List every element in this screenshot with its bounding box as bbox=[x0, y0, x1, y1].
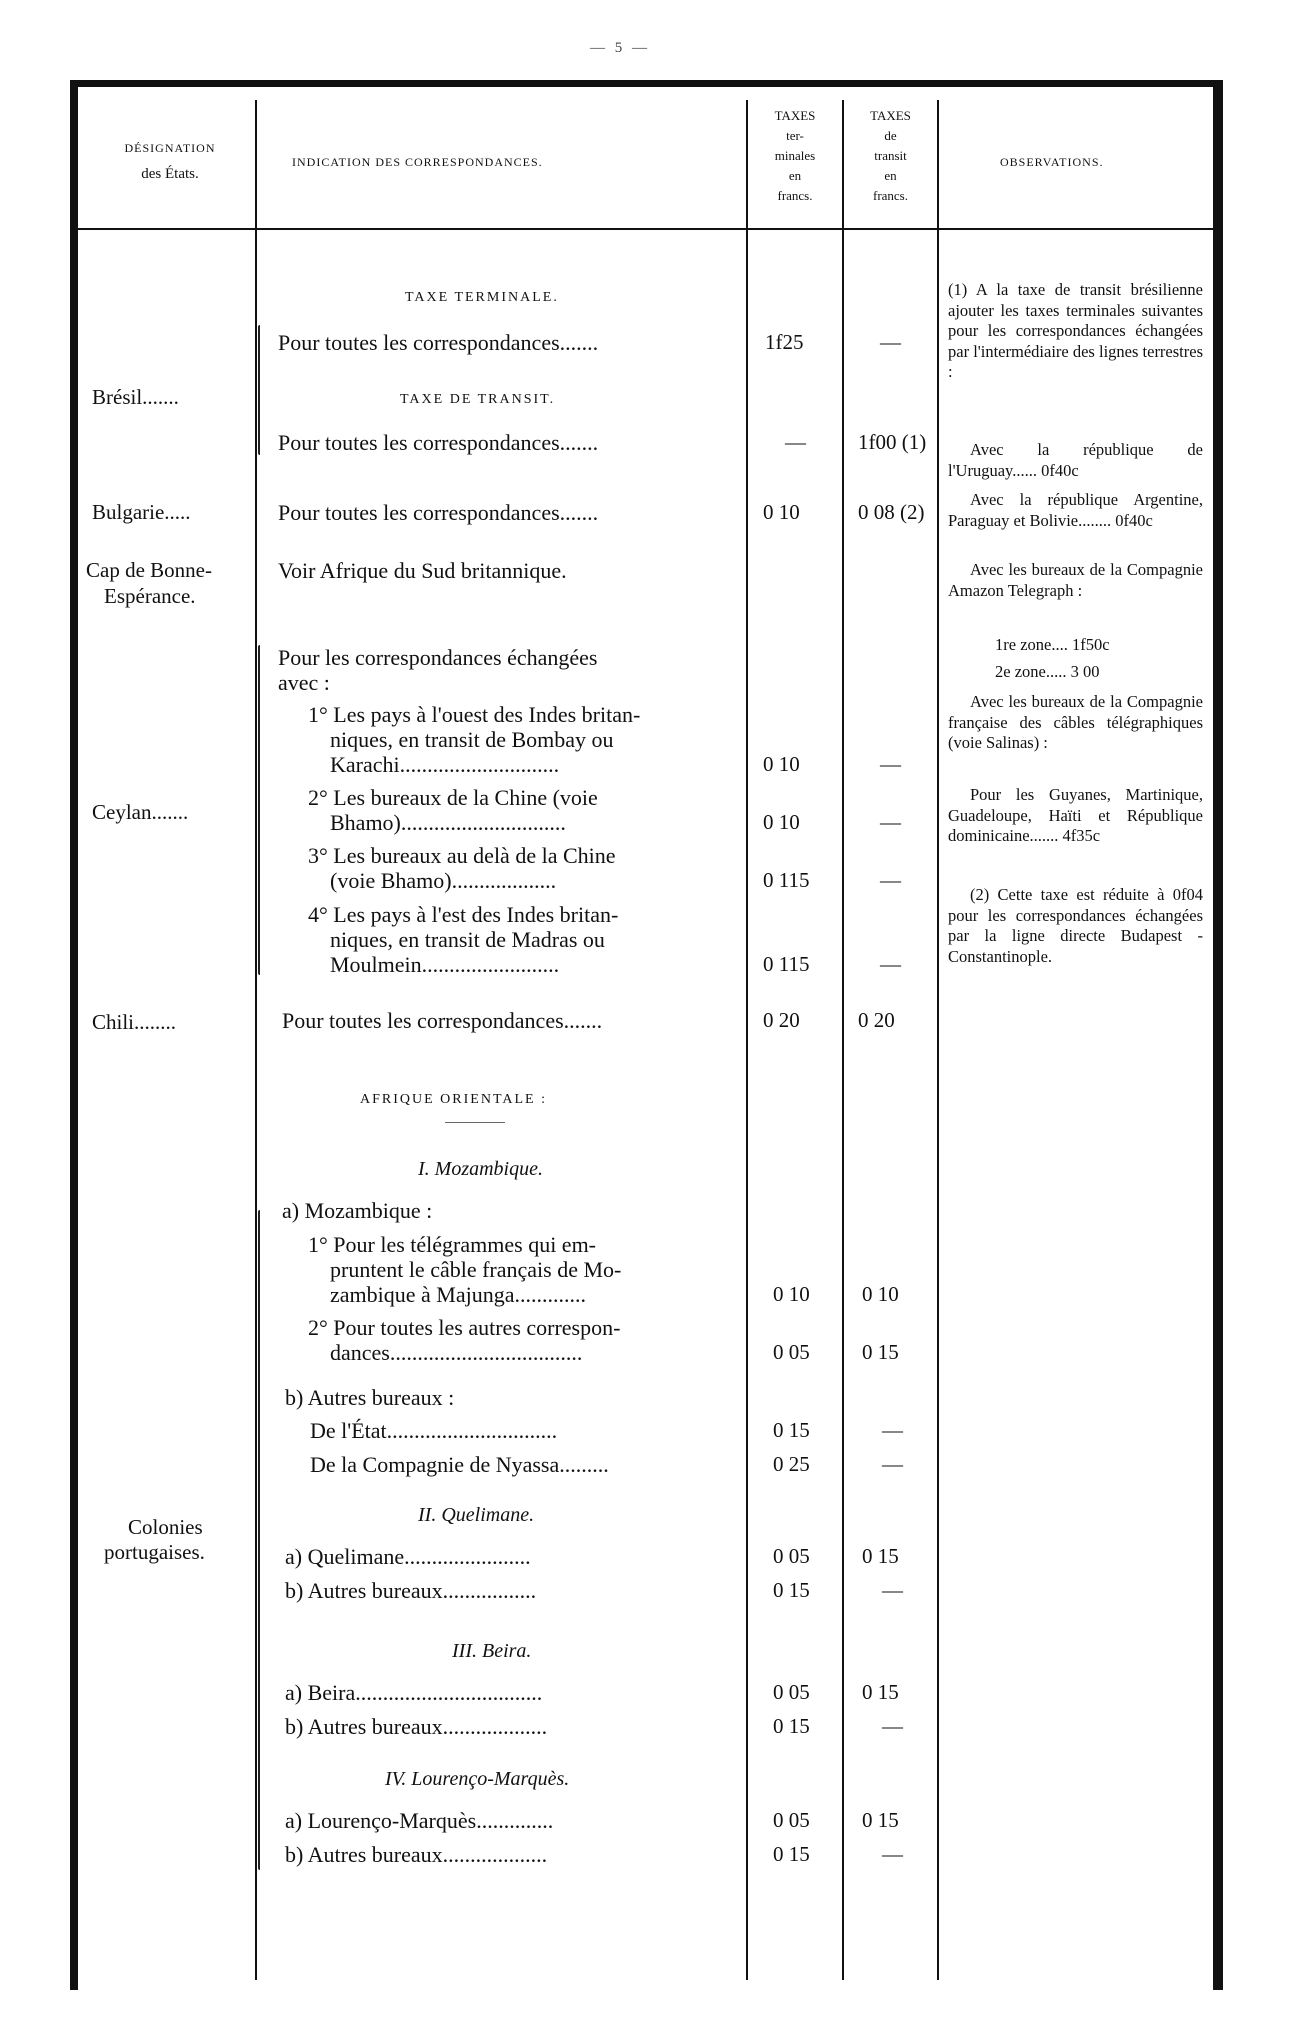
state-cap-2: Espérance. bbox=[104, 584, 196, 608]
moz-a2-line1: 2° Pour toutes les autres correspon- bbox=[308, 1315, 621, 1340]
lm-b-terminal: 0 15 bbox=[773, 1842, 810, 1866]
moz-a1-transit: 0 10 bbox=[862, 1282, 899, 1306]
ceylan-intro-1: Pour les correspondances échangées bbox=[278, 645, 598, 670]
beira-b-transit: — bbox=[882, 1714, 903, 1738]
ceylan-4-terminal: 0 115 bbox=[763, 952, 810, 976]
queli-b-transit: — bbox=[882, 1578, 903, 1602]
col-divider-1 bbox=[255, 100, 257, 1980]
beira-a-transit: 0 15 bbox=[862, 1680, 899, 1704]
ceylan-1-line2: niques, en transit de Bombay ou bbox=[330, 727, 614, 752]
page-number: — 5 — bbox=[590, 40, 650, 56]
moz-etat-terminal: 0 15 bbox=[773, 1418, 810, 1442]
ceylan-3-line1: 3° Les bureaux au delà de la Chine bbox=[308, 843, 616, 868]
header-taxes-terminales: TAXES ter- minales en francs. bbox=[774, 108, 816, 203]
state-colonies-2: portugaises. bbox=[104, 1540, 205, 1564]
ceylan-3-line2: (voie Bhamo)................... bbox=[330, 868, 557, 893]
afrique-underline bbox=[445, 1122, 505, 1123]
ceylan-4-line1: 4° Les pays à l'est des Indes britan- bbox=[308, 902, 619, 927]
moz-a2-transit: 0 15 bbox=[862, 1340, 899, 1364]
bresil-transit-value: 1f00 (1) bbox=[858, 430, 927, 454]
table-left-rule bbox=[70, 80, 78, 1990]
bulgarie-terminal: 0 10 bbox=[763, 500, 800, 524]
title-quelimane: II. Quelimane. bbox=[418, 1504, 535, 1526]
ceylan-3-transit: — bbox=[880, 868, 901, 892]
bresil-terminal-value: 1f25 bbox=[765, 330, 804, 354]
row-quelimane-a: a) Quelimane....................... bbox=[285, 1544, 531, 1569]
ceylan-2-transit: — bbox=[880, 810, 901, 834]
state-bulgarie: Bulgarie..... bbox=[92, 500, 191, 524]
header-designation: DÉSIGNATION des États. bbox=[124, 141, 216, 182]
bresil-transit-terminal: — bbox=[785, 430, 806, 454]
observations-note-2: (2) Cette taxe est réduite à 0f04 pour les correspondances échangées par la ligne directe Budapest - Constantinople. bbox=[948, 885, 1203, 966]
beira-a-terminal: 0 05 bbox=[773, 1680, 810, 1704]
state-chili: Chili........ bbox=[92, 1010, 177, 1034]
queli-a-terminal: 0 05 bbox=[773, 1544, 810, 1568]
row-lourenco-b: b) Autres bureaux................... bbox=[285, 1842, 548, 1867]
header-bottom-rule bbox=[78, 228, 1214, 230]
section-taxe-terminale: TAXE TERMINALE. bbox=[405, 290, 559, 305]
moz-a2-terminal: 0 05 bbox=[773, 1340, 810, 1364]
header-observations: OBSERVATIONS. bbox=[1000, 155, 1104, 169]
row-beira-a: a) Beira.................................. bbox=[285, 1680, 543, 1705]
table-right-rule bbox=[1213, 80, 1223, 1990]
beira-b-terminal: 0 15 bbox=[773, 1714, 810, 1738]
chili-transit: 0 20 bbox=[858, 1008, 895, 1032]
brace-colonies bbox=[258, 1210, 260, 1870]
obs-amazon: Avec les bureaux de la Compagnie Amazon Telegraph : bbox=[948, 560, 1203, 600]
row-chili: Pour toutes les correspondances....... bbox=[282, 1008, 603, 1033]
ceylan-4-transit: — bbox=[880, 952, 901, 976]
state-ceylan: Ceylan....... bbox=[92, 800, 189, 824]
section-afrique-orientale: AFRIQUE ORIENTALE : bbox=[360, 1092, 547, 1107]
row-beira-b: b) Autres bureaux................... bbox=[285, 1714, 548, 1739]
col-divider-4 bbox=[937, 100, 939, 1980]
ceylan-intro-2: avec : bbox=[278, 670, 330, 695]
col-divider-2 bbox=[746, 100, 748, 1980]
row-mozambique-b: b) Autres bureaux : bbox=[285, 1385, 455, 1410]
queli-a-transit: 0 15 bbox=[862, 1544, 899, 1568]
obs-argentine: Avec la république Argentine, Paraguay et Bolivie........ 0f40c bbox=[948, 490, 1203, 530]
ceylan-1-transit: — bbox=[880, 752, 901, 776]
moz-nyassa-terminal: 0 25 bbox=[773, 1452, 810, 1476]
ceylan-2-line1: 2° Les bureaux de la Chine (voie bbox=[308, 785, 598, 810]
lm-a-transit: 0 15 bbox=[862, 1808, 899, 1832]
chili-terminal: 0 20 bbox=[763, 1008, 800, 1032]
moz-etat-transit: — bbox=[882, 1418, 903, 1442]
state-cap-1: Cap de Bonne- bbox=[86, 558, 212, 582]
row-cap: Voir Afrique du Sud britannique. bbox=[278, 558, 567, 583]
ceylan-3-terminal: 0 115 bbox=[763, 868, 810, 892]
ceylan-4-line2: niques, en transit de Madras ou bbox=[330, 927, 605, 952]
ceylan-4-line3: Moulmein......................... bbox=[330, 952, 560, 977]
bulgarie-transit: 0 08 (2) bbox=[858, 500, 925, 524]
ceylan-2-line2: Bhamo).............................. bbox=[330, 810, 566, 835]
row-bulgarie: Pour toutes les correspondances....... bbox=[278, 500, 599, 525]
title-lourenco-marques: IV. Lourenço-Marquès. bbox=[385, 1768, 570, 1790]
brace-bresil bbox=[258, 325, 260, 455]
lm-a-terminal: 0 05 bbox=[773, 1808, 810, 1832]
row-quelimane-b: b) Autres bureaux................. bbox=[285, 1578, 537, 1603]
ceylan-1-terminal: 0 10 bbox=[763, 752, 800, 776]
moz-nyassa-transit: — bbox=[882, 1452, 903, 1476]
ceylan-1-line1: 1° Les pays à l'ouest des Indes britan- bbox=[308, 702, 641, 727]
brace-ceylan bbox=[258, 645, 260, 975]
state-bresil: Brésil....... bbox=[92, 385, 179, 409]
obs-zone-1: 1re zone.... 1f50c bbox=[995, 635, 1110, 654]
lm-b-transit: — bbox=[882, 1842, 903, 1866]
obs-francaise: Avec les bureaux de la Compagnie française des câbles télégraphiques (voie Salinas) : bbox=[948, 692, 1203, 752]
moz-a1-line2: pruntent le câble français de Mo- bbox=[330, 1257, 622, 1282]
ceylan-1-line3: Karachi............................. bbox=[330, 752, 560, 777]
obs-uruguay: Avec la république de l'Uruguay...... 0f40c bbox=[948, 440, 1203, 480]
moz-a1-line1: 1° Pour les télégrammes qui em- bbox=[308, 1232, 597, 1257]
title-mozambique: I. Mozambique. bbox=[418, 1158, 543, 1180]
section-taxe-transit: TAXE DE TRANSIT. bbox=[400, 392, 556, 407]
obs-guyanes: Pour les Guyanes, Martinique, Guadeloupe, Haïti et République dominicaine....... 4f35c bbox=[948, 785, 1203, 845]
observations-note-1: (1) A la taxe de transit brésilienne ajouter les taxes terminales suivantes pour les correspondances échangées par l'intermédiaire des lignes terrestres : bbox=[948, 280, 1203, 381]
bresil-terminal-transit: — bbox=[880, 330, 901, 354]
state-colonies-1: Colonies bbox=[128, 1515, 203, 1539]
moz-a2-line2: dances................................... bbox=[330, 1340, 583, 1365]
row-moz-nyassa: De la Compagnie de Nyassa......... bbox=[310, 1452, 609, 1477]
moz-a1-terminal: 0 10 bbox=[773, 1282, 810, 1306]
row-lourenco-a: a) Lourenço-Marquès.............. bbox=[285, 1808, 554, 1833]
row-moz-etat: De l'État............................... bbox=[310, 1418, 558, 1443]
col-divider-3 bbox=[842, 100, 844, 1980]
row-bresil-transit: Pour toutes les correspondances....... bbox=[278, 430, 599, 455]
title-beira: III. Beira. bbox=[452, 1640, 532, 1662]
row-bresil-terminal: Pour toutes les correspondances....... bbox=[278, 330, 599, 355]
moz-a1-line3: zambique à Majunga............. bbox=[330, 1282, 586, 1307]
header-taxes-transit: TAXES de transit en francs. bbox=[870, 108, 911, 203]
table-top-rule bbox=[72, 80, 1222, 87]
queli-b-terminal: 0 15 bbox=[773, 1578, 810, 1602]
row-mozambique-a: a) Mozambique : bbox=[282, 1198, 433, 1223]
ceylan-2-terminal: 0 10 bbox=[763, 810, 800, 834]
obs-zone-2: 2e zone..... 3 00 bbox=[995, 662, 1100, 681]
header-indication: INDICATION DES CORRESPONDANCES. bbox=[292, 155, 543, 169]
